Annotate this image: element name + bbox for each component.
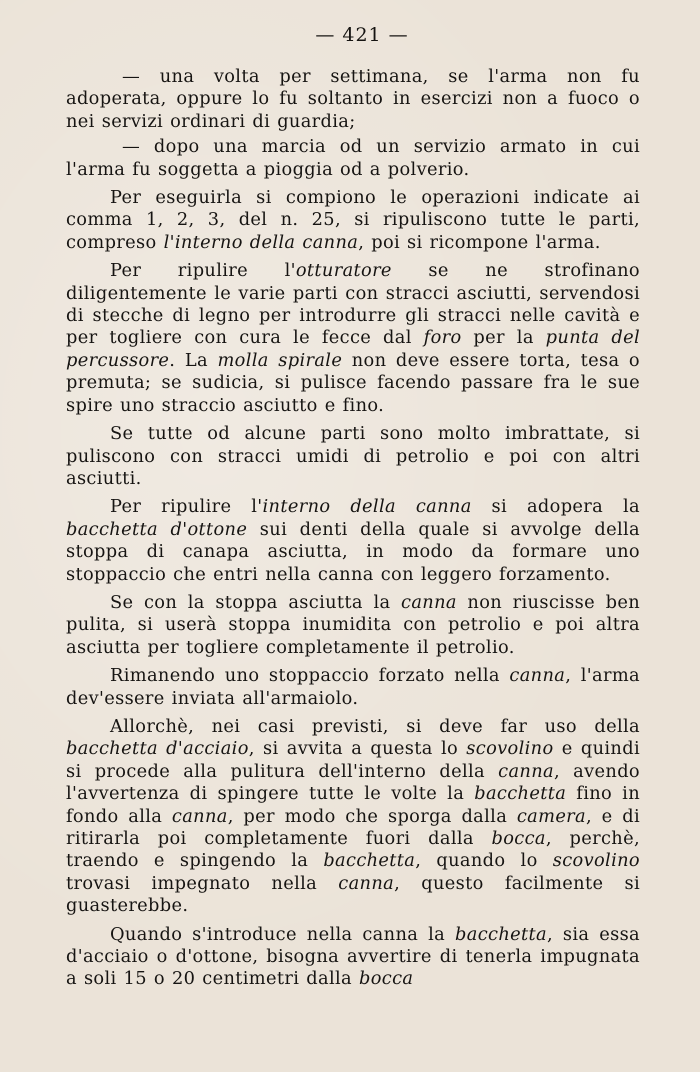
italic-term: foro (423, 327, 462, 349)
text-run: Quando s'introduce nella canna la (110, 923, 456, 945)
italic-term: bocca (491, 828, 546, 849)
text-run: Se con la stoppa asciutta la (110, 591, 402, 613)
italic-term: canna (509, 665, 566, 687)
text-run: — una volta per settimana, se l'arma non fu adoperata, oppure lo fu soltanto in esercizi non a fuoco o nei servizi ordinari di guardia; (66, 66, 640, 132)
italic-term: scovolino (552, 850, 640, 872)
paragraph-p6 (66, 496, 640, 586)
paragraph-p4 (66, 260, 640, 417)
text-run: , questo facilmente si guasterebbe. (66, 872, 640, 917)
text-run: — dopo una marcia od un servizio armato in cui l'arma fu soggetta a pioggia od a polverio. (66, 136, 640, 180)
italic-term: canna (338, 872, 395, 894)
paragraph-p3 (66, 187, 640, 254)
italic-term: camera (516, 805, 586, 827)
text-run: Per ripulire l' (110, 496, 263, 518)
italic-term: bacchetta d'ottone (66, 518, 248, 540)
paragraph-p10 (66, 924, 640, 991)
text-run: , quando lo (415, 850, 553, 872)
paragraph-p8 (66, 665, 640, 710)
text-run: Rimanendo uno stoppaccio forzato nella (110, 665, 510, 687)
italic-term: bacchetta (474, 783, 567, 805)
text-run: fino in fondo alla (66, 783, 641, 827)
text-run: Se tutte od alcune parti sono molto imbrattate, si puliscono con stracci umidi di petrolio e poi con altri asciutti. (66, 423, 640, 489)
text-run: sui denti della quale si avvolge della stoppa di canapa asciutta, in modo da formare uno stoppaccio che entri nella canna con leggero forzamento. (66, 518, 641, 585)
text-run: Allorchè, nei casi previsti, si deve far uso della (110, 715, 640, 737)
text-run: , poi si ricompone l'arma. (358, 231, 601, 253)
text-run: Per eseguirla si compiono le operazioni indicate ai comma 1, 2, 3, del n. 25, si ripuliscono tutte le parti, compreso (66, 187, 640, 253)
italic-term: bacchetta d'acciaio (66, 738, 249, 760)
text-run: per la (461, 327, 546, 349)
italic-term: canna (498, 760, 554, 782)
paragraph-p7 (66, 592, 640, 659)
italic-term: molla spirale (217, 349, 343, 371)
paragraph-p2 (66, 136, 640, 181)
italic-term: scovolino (466, 738, 554, 760)
italic-term: punta del percussore (66, 327, 640, 371)
italic-term: bacchetta (455, 923, 547, 945)
italic-term: canna (171, 805, 228, 827)
italic-term: bocca (358, 968, 414, 990)
text-run: , sia essa d'acciaio o d'ottone, bisogna avvertire di tenerla impugnata a soli 15 o 20 centimetri dalla (66, 923, 641, 990)
text-run: , avendo l'avvertenza di spingere tutte le volte la (66, 760, 640, 805)
text-run: , e di ritirarla poi completamente fuori dalla (66, 805, 641, 849)
text-run: . La (169, 349, 218, 371)
text-run: non deve essere torta, tesa o premuta; se sudicia, si pulisce facendo passare fra le sue spire uno straccio asciutto e fino. (66, 349, 640, 416)
text-run: se ne strofinano diligentemente le varie parti con stracci asciutti, servendosi di stecche di legno per introdurre gli stracci nelle cavità e per togliere con cura le fecce dal (66, 260, 640, 349)
text-run: non riuscisse ben pulita, si userà stoppa inumidita con petrolio e poi altra asciutta per togliere completamente il petrolio. (66, 591, 640, 658)
text-run: , l'arma dev'essere inviata all'armaiolo. (66, 665, 640, 709)
text-run: si adopera la (471, 496, 640, 518)
text-run: Per ripulire l' (110, 260, 296, 282)
page-number: — 421 — (315, 24, 409, 46)
paragraph-p9 (66, 716, 640, 918)
paragraph-p5 (66, 423, 640, 490)
text-run: trovasi impegnato nella (66, 872, 339, 894)
body-text (66, 66, 640, 991)
italic-term: interno della canna (262, 496, 472, 518)
italic-term: canna (401, 591, 457, 613)
italic-term: bacchetta (323, 850, 416, 872)
text-run: , si avvita a questa lo (248, 738, 467, 760)
italic-term: otturatore (295, 260, 392, 282)
text-run: , perchè, traendo e spingendo la (66, 828, 640, 872)
text-run: , per modo che sporga dalla (227, 805, 517, 827)
paragraph-p1 (66, 66, 640, 133)
text-run: e quindi si procede alla pulitura dell'interno della (66, 738, 640, 782)
italic-term: l'interno della canna (163, 231, 359, 253)
